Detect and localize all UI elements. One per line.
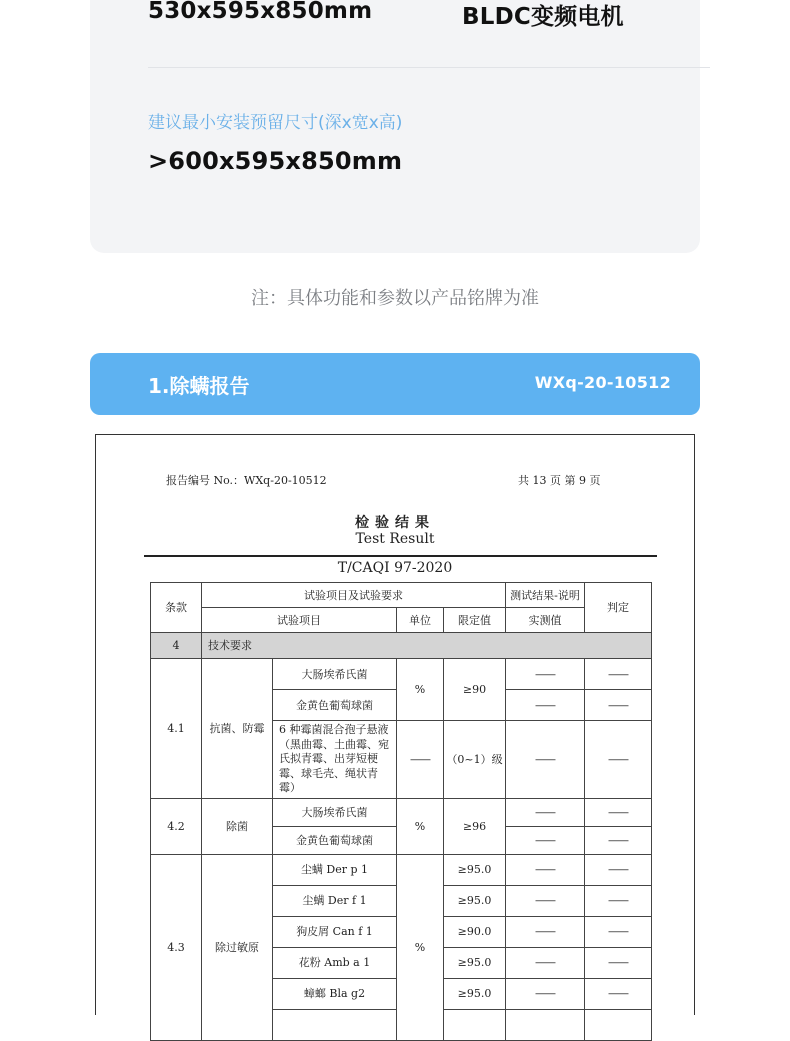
item-cell: 蟑螂 Bla g2 <box>273 978 397 1009</box>
judgement-cell <box>585 1009 652 1040</box>
header-limit: 限定值 <box>444 608 506 633</box>
size-value: 530x595x850mm <box>148 0 373 24</box>
category-cell: 除菌 <box>202 798 273 854</box>
clause-cell: 4.2 <box>151 798 202 854</box>
measured-cell: —— <box>506 826 585 854</box>
standard-code: T/CAQI 97-2020 <box>337 560 453 576</box>
limit-cell: ≥95.0 <box>444 885 506 916</box>
section-clause: 4 <box>151 633 202 659</box>
limit-cell: ≥90 <box>444 659 506 721</box>
divider <box>148 67 710 68</box>
spec-card <box>90 0 700 253</box>
judgement-cell: —— <box>585 978 652 1009</box>
measured-cell: —— <box>506 916 585 947</box>
report-header-bar <box>90 353 700 415</box>
item-cell: 大肠埃希氏菌 <box>273 798 397 826</box>
test-report-document <box>95 434 695 1015</box>
section-row <box>151 633 652 659</box>
item-cell: 金黄色葡萄球菌 <box>273 690 397 721</box>
header-measured: 实测值 <box>506 608 585 633</box>
disclaimer-note: 注：具体功能和参数以产品铭牌为准 <box>251 288 539 309</box>
report-title: 1.除螨报告 <box>148 374 250 398</box>
measured-cell: —— <box>506 854 585 885</box>
judgement-cell: —— <box>585 947 652 978</box>
limit-cell: ≥96 <box>444 798 506 854</box>
doc-title-cn: 检验结果 <box>355 515 435 531</box>
measured-cell: —— <box>506 690 585 721</box>
item-cell: 6 种霉菌混合孢子悬液（黑曲霉、土曲霉、宛氏拟青霉、出芽短梗霉、球毛壳、绳状青霉） <box>273 721 397 799</box>
limit-cell: （0~1）级 <box>444 721 506 799</box>
limit-cell <box>444 1009 506 1040</box>
item-cell: 金黄色葡萄球菌 <box>273 826 397 854</box>
page-info: 共 13 页 第 9 页 <box>518 474 601 487</box>
clause-cell: 4.3 <box>151 854 202 1040</box>
item-cell: 狗皮屑 Can f 1 <box>273 916 397 947</box>
item-cell: 尘螨 Der p 1 <box>273 854 397 885</box>
limit-cell: ≥95.0 <box>444 854 506 885</box>
header-judgement: 判定 <box>585 583 652 633</box>
report-code: WXq-20-10512 <box>534 373 671 392</box>
judgement-cell: —— <box>585 826 652 854</box>
unit-cell: —— <box>397 721 444 799</box>
title-rule <box>144 555 657 557</box>
limit-cell: ≥95.0 <box>444 978 506 1009</box>
measured-cell: —— <box>506 885 585 916</box>
unit-cell: % <box>397 798 444 854</box>
result-table <box>150 582 652 1041</box>
measured-cell: —— <box>506 798 585 826</box>
measured-cell: —— <box>506 721 585 799</box>
table-row <box>151 659 652 690</box>
install-size-label: 建议最小安装预留尺寸(深x宽x高) <box>148 113 403 133</box>
motor-value: BLDC变频电机 <box>462 4 624 30</box>
table-header-row <box>151 583 652 608</box>
header-items-and-req: 试验项目及试验要求 <box>202 583 506 608</box>
judgement-cell: —— <box>585 885 652 916</box>
limit-cell: ≥90.0 <box>444 916 506 947</box>
unit-cell: % <box>397 854 444 1040</box>
table-row <box>151 798 652 826</box>
report-number: 报告编号 No.：WXq-20-10512 <box>166 474 327 487</box>
category-cell: 抗菌、防霉 <box>202 659 273 799</box>
judgement-cell: —— <box>585 690 652 721</box>
unit-cell: % <box>397 659 444 721</box>
item-cell: 花粉 Amb a 1 <box>273 947 397 978</box>
measured-cell: —— <box>506 659 585 690</box>
limit-cell: ≥95.0 <box>444 947 506 978</box>
table-row <box>151 854 652 885</box>
item-cell: 大肠埃希氏菌 <box>273 659 397 690</box>
header-result-note: 测试结果-说明 <box>506 583 585 608</box>
doc-title-en: Test Result <box>355 531 435 547</box>
clause-cell: 4.1 <box>151 659 202 799</box>
item-cell <box>273 1009 397 1040</box>
judgement-cell: —— <box>585 659 652 690</box>
header-test-item: 试验项目 <box>202 608 397 633</box>
header-clause: 条款 <box>151 583 202 633</box>
measured-cell: —— <box>506 947 585 978</box>
install-size-value: >600x595x850mm <box>148 147 403 175</box>
judgement-cell: —— <box>585 854 652 885</box>
judgement-cell: —— <box>585 916 652 947</box>
header-unit: 单位 <box>397 608 444 633</box>
measured-cell <box>506 1009 585 1040</box>
item-cell: 尘螨 Der f 1 <box>273 885 397 916</box>
category-cell: 除过敏原 <box>202 854 273 1040</box>
judgement-cell: —— <box>585 721 652 799</box>
judgement-cell: —— <box>585 798 652 826</box>
section-name: 技术要求 <box>202 633 652 659</box>
measured-cell: —— <box>506 978 585 1009</box>
table-header-row <box>151 608 652 633</box>
